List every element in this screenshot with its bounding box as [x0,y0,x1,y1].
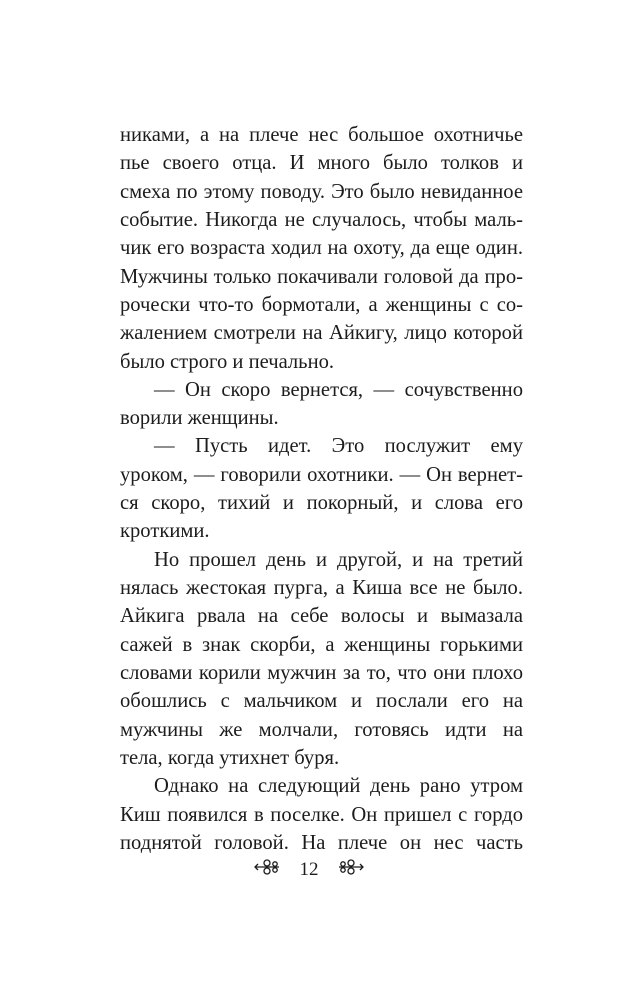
text-line: словами корили мужчин за то, что они плохо [120,661,523,684]
text-line: уроком, — говорили охотники. — Он вернет- [120,463,523,486]
text-line: Айкига рвала на себе волосы и вымазала [120,605,523,628]
text-line: событие. Никогда не случалось, чтобы маль- [120,208,523,231]
page-footer [0,858,618,882]
text-line: Киш появился в поселке. Он пришел с гордо [120,803,523,826]
text-line: жалением смотрели на Айкигу, лицо которой [120,322,523,345]
text-line: рочески что-то бормотали, а женщины с со- [120,293,523,316]
body-text [120,121,523,857]
text-line: было строго и печально. [120,350,335,373]
text-line: Мужчины только покачивали головой да про- [120,265,523,288]
text-line: пье своего отца. И много было толков и [120,152,523,175]
text-line: мужчины же молчали, готовясь идти на [120,718,523,741]
text-line: — Пусть идет. Это послужит ему [154,435,523,458]
text-line: тела, когда утихнет буря. [120,746,340,769]
page-number: 12 [299,859,319,880]
text-line: никами, а на плече нес большое охотничье [120,124,523,146]
text-line: сажей в знак скорби, а женщины горькими [120,633,523,656]
right-ornament-icon [335,858,365,882]
text-line: Но прошел день и другой, и на третий [154,548,523,571]
text-line: ворили женщины. [120,407,279,430]
text-line: нялась жестокая пурга, а Киша все не было. [120,577,523,599]
text-line: кроткими. [120,520,210,543]
text-line: — Он скоро вернется, — сочувственно [154,378,523,401]
text-line: смеха по этому поводу. Это было невиданное [120,180,523,203]
left-ornament-icon [253,858,283,882]
text-line: обошлись с мальчиком и послали его на [120,690,523,713]
text-line: Однако на следующий день рано утром [154,775,523,798]
text-line: ся скоро, тихий и покорный, и слова его [120,492,523,515]
text-line: чик его возраста ходил на охоту, да еще один. [120,237,523,260]
text-line: поднятой головой. На плече он нес часть [120,831,523,854]
